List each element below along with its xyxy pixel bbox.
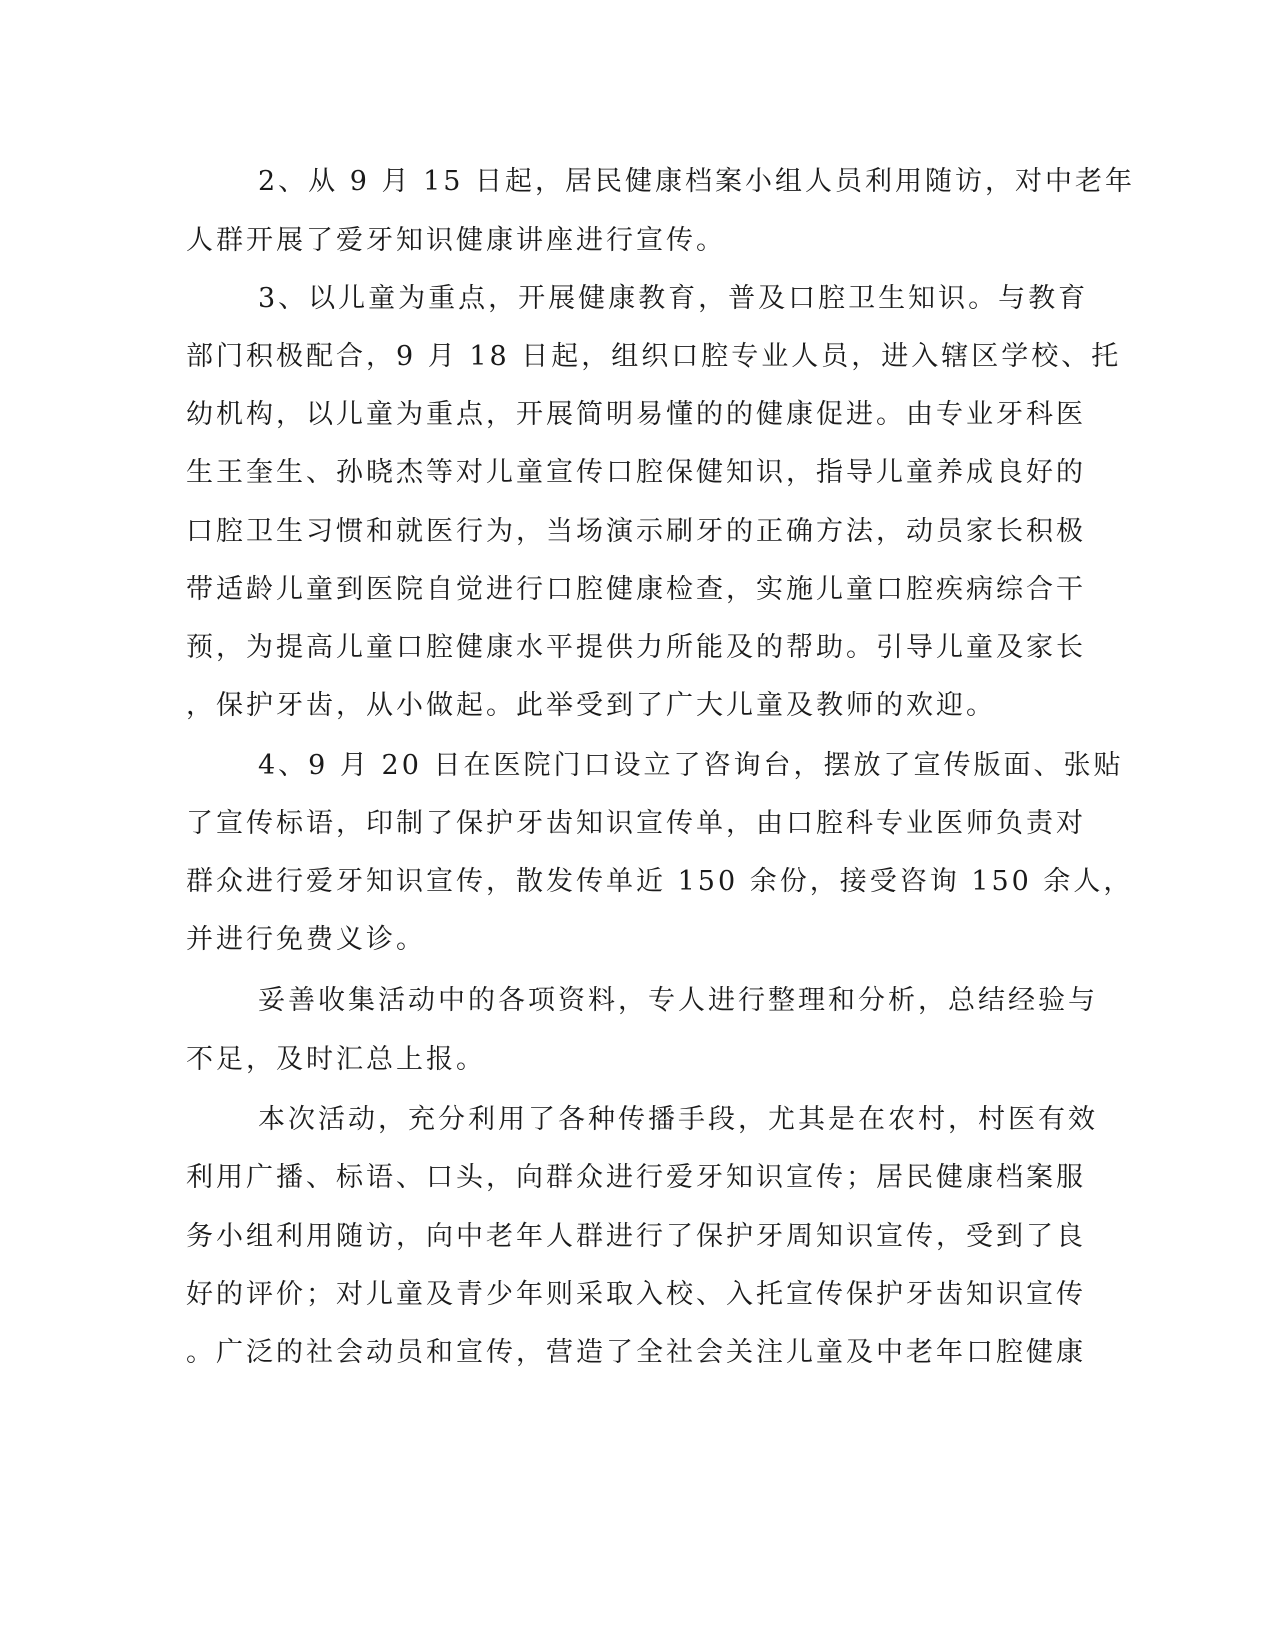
paragraph-3-line-8: ，保护牙齿，从小做起。此举受到了广大儿童及教师的欢迎。 — [186, 690, 996, 721]
paragraph-3-line-2: 部门积极配合，9 月 18 日起，组织口腔专业人员，进入辖区学校、托 — [186, 341, 1122, 372]
paragraph-5-line-2: 不足，及时汇总上报。 — [186, 1044, 486, 1075]
paragraph-4-line-4: 并进行免费义诊。 — [186, 924, 426, 955]
paragraph-4-line-3: 群众进行爱牙知识宣传，散发传单近 150 余份，接受咨询 150 余人， — [186, 866, 1134, 897]
paragraph-4-line-2: 了宣传标语，印制了保护牙齿知识宣传单，由口腔科专业医师负责对 — [186, 808, 1086, 839]
paragraph-6-line-2: 利用广播、标语、口头，向群众进行爱牙知识宣传；居民健康档案服 — [186, 1162, 1086, 1193]
paragraph-3-line-1: 3、以儿童为重点，开展健康教育，普及口腔卫生知识。与教育 — [258, 283, 1089, 314]
paragraph-4-line-1: 4、9 月 20 日在医院门口设立了咨询台，摆放了宣传版面、张贴 — [258, 750, 1124, 781]
paragraph-2-line-2: 人群开展了爱牙知识健康讲座进行宣传。 — [186, 225, 726, 256]
paragraph-3-line-6: 带适龄儿童到医院自觉进行口腔健康检查，实施儿童口腔疾病综合干 — [186, 574, 1086, 605]
paragraph-5-line-1: 妥善收集活动中的各项资料，专人进行整理和分析，总结经验与 — [258, 985, 1098, 1016]
paragraph-6-line-3: 务小组利用随访，向中老年人群进行了保护牙周知识宣传，受到了良 — [186, 1221, 1086, 1252]
paragraph-3-line-7: 预，为提高儿童口腔健康水平提供力所能及的帮助。引导儿童及家长 — [186, 632, 1086, 663]
paragraph-3-line-3: 幼机构，以儿童为重点，开展简明易懂的的健康促进。由专业牙科医 — [186, 399, 1086, 430]
paragraph-6-line-1: 本次活动，充分利用了各种传播手段，尤其是在农村，村医有效 — [258, 1104, 1098, 1135]
paragraph-6-line-5: 。广泛的社会动员和宣传，营造了全社会关注儿童及中老年口腔健康 — [186, 1337, 1086, 1368]
paragraph-3-line-5: 口腔卫生习惯和就医行为，当场演示刷牙的正确方法，动员家长积极 — [186, 516, 1086, 547]
paragraph-6-line-4: 好的评价；对儿童及青少年则采取入校、入托宣传保护牙齿知识宣传 — [186, 1279, 1086, 1310]
paragraph-2-line-1: 2、从 9 月 15 日起，居民健康档案小组人员利用随访，对中老年 — [258, 166, 1136, 197]
paragraph-3-line-4: 生王奎生、孙晓杰等对儿童宣传口腔保健知识，指导儿童养成良好的 — [186, 457, 1086, 488]
